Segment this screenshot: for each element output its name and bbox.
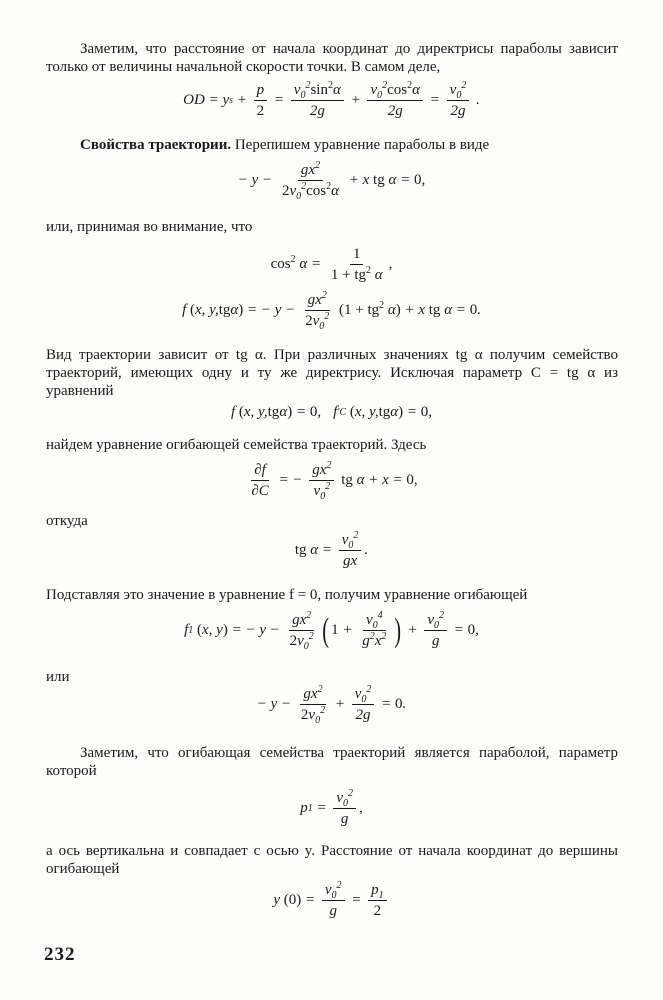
paragraph-3: или, принимая во внимание, что <box>46 219 253 235</box>
equation-derivative: $\frac{\partial f}{\partial C}$ = − $\frac{gx^2}{v_0^2}$ tg α + x = 0 , <box>251 460 418 502</box>
equation-f: f ( x, y, tg α ) = − y − $\frac{gx^2}{2v_0^2}$ ($1 + tg^2$ α ) + x tg α = 0 . <box>182 290 481 332</box>
paragraph-4: Вид траектории зависит от tg α. При различных значениях tg α получим семейство траекторий, имеющих одну и ту же директрису. Исключая параметр C = tg α из уравнений <box>46 347 618 399</box>
equation-od: OD = y s + $\frac{p}{2}$ = $\frac{v_0^2\sin^2\alpha}{2g}$ + $\frac{v_0^2\cos^2\alpha}{2g}$ = $\frac{v_0^2}{2g}$ . <box>183 80 480 119</box>
paragraph-9: Заметим, что огибающая семейства траекторий является параболой, параметр которой <box>46 745 618 779</box>
equation-parabola: − y − $\frac{gx^2}{2v_0^2\cos^2\alpha}$ + x tg α = 0 , <box>237 160 426 202</box>
equation-y0: y (0) = $\frac{v_0^2}{g}$ = $\frac{p_1}{2}$ <box>0 882 663 919</box>
paragraph-10: а ось вертикальна и совпадает с осью y. Расстояние от начала координат до вершины огибающей <box>46 843 618 877</box>
paragraph-8: или <box>46 669 70 685</box>
paragraph-5: найдем уравнение огибающей семейства траекторий. Здесь <box>46 437 427 453</box>
paragraph-1: Заметим, что расстояние от начала координат до директрисы параболы зависит только от величины начальной скорости точки. В самом деле, <box>46 41 618 75</box>
paragraph-2-text: Перепишем уравнение параболы в виде <box>231 137 490 153</box>
equation-p1: p 1 = $\frac{v_0^2}{g}$ , <box>300 788 363 827</box>
section-heading: Свойства траектории. <box>80 137 232 153</box>
paragraph-6: откуда <box>46 513 88 529</box>
paragraph-2 <box>46 136 618 154</box>
equation-envelope-2: − y − $\frac{gx^2}{2v_0^2}$ + $\frac{v_0^2}{2g}$ = 0 . <box>256 684 407 726</box>
equation-cos: $\cos^2$ α = $\frac{1}{1 + tg^2 \alpha}$ , <box>270 246 393 283</box>
page-number: 232 <box>44 944 76 965</box>
equation-envelope-1: f 1 ( x, y ) = − y − $\frac{gx^2}{2v_0^2}$ ( 1 + $\frac{v_0^4}{g^2x^2}$ ) + $\frac{v_0^2}{g}$ = 0 , <box>184 610 479 652</box>
equation-tg: tg α = $\frac{v_0^2}{gx}$ . <box>294 530 369 569</box>
paragraph-7: Подставляя это значение в уравнение f = 0, получим уравнение огибающей <box>46 587 528 603</box>
equation-system: f ( x, y, tg α ) = 0 , f ′ C ( x, y, tg α ) = 0 , <box>230 404 433 420</box>
